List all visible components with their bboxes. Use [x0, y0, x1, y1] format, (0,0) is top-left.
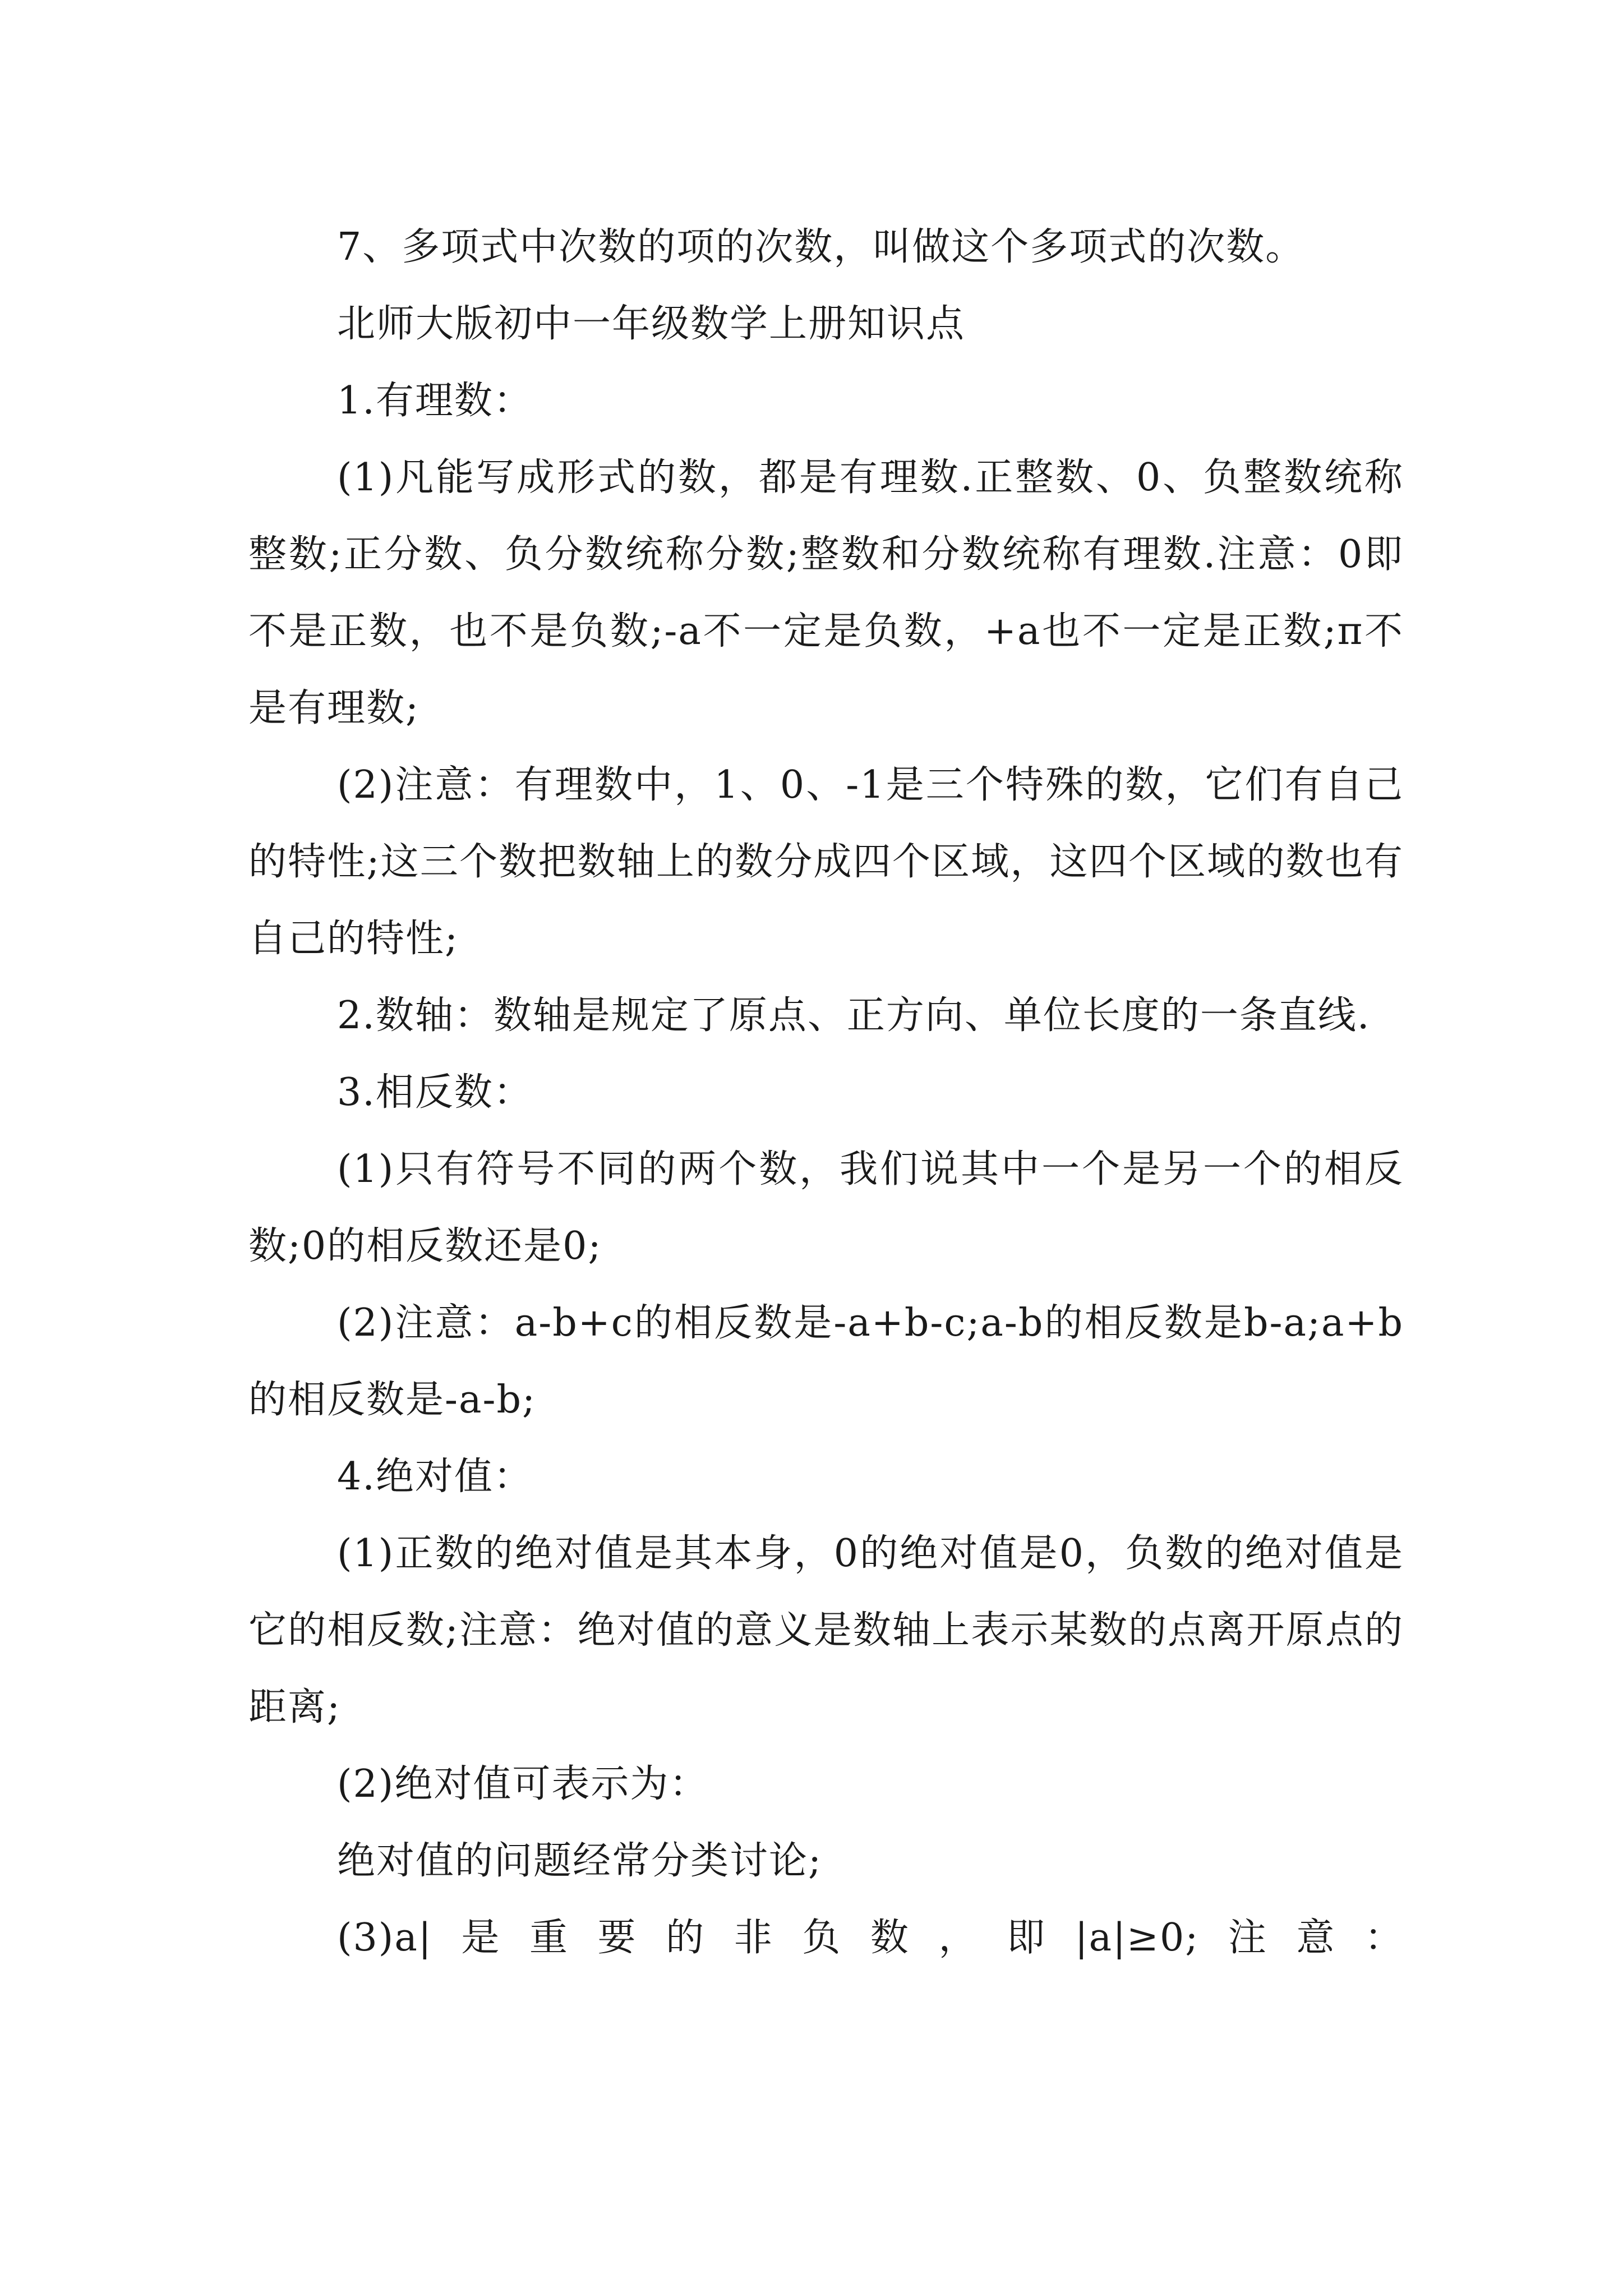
paragraph-opposite-note: (2)注意：a-b+c的相反数是-a+b-c;a-b的相反数是b-a;a+b的相反数是-a-b; — [248, 1301, 1404, 1422]
paragraph-absolute-nonnegative: (3)a|是重要的非负数，即|a|≥0;注意： — [337, 1916, 1404, 1960]
paragraph-rational-definition: (1)凡能写成形式的数，都是有理数.正整数、0、负整数统称整数;正分数、负分数统称分数;整数和分数统称有理数.注意：0即不是正数，也不是负数;-a不一定是负数，+a也不一定是正数;π不是有理数; — [248, 455, 1404, 730]
topic-opposite-numbers: 3.相反数： — [337, 1070, 533, 1115]
paragraph-polynomial-degree: 7、多项式中次数的项的次数，叫做这个多项式的次数。 — [337, 225, 1305, 269]
topic-rational-numbers: 1.有理数： — [337, 379, 533, 423]
paragraph-absolute-definition: (1)正数的绝对值是其本身，0的绝对值是0，负数的绝对值是它的相反数;注意：绝对值的意义是数轴上表示某数的点离开原点的距离; — [248, 1531, 1404, 1729]
paragraph-rational-note: (2)注意：有理数中，1、0、-1是三个特殊的数，它们有自己的特性;这三个数把数轴上的数分成四个区域，这四个区域的数也有自己的特性; — [248, 763, 1404, 961]
paragraph-opposite-definition: (1)只有符号不同的两个数，我们说其中一个是另一个的相反数;0的相反数还是0; — [248, 1147, 1404, 1268]
paragraph-number-line: 2.数轴：数轴是规定了原点、正方向、单位长度的一条直线. — [337, 993, 1371, 1038]
topic-absolute-value: 4.绝对值： — [337, 1455, 533, 1499]
paragraph-absolute-discussion: 绝对值的问题经常分类讨论; — [337, 1839, 822, 1883]
document-body — [248, 209, 1404, 1976]
section-heading: 北师大版初中一年级数学上册知识点 — [337, 302, 966, 346]
paragraph-absolute-expression: (2)绝对值可表示为： — [337, 1762, 709, 1806]
